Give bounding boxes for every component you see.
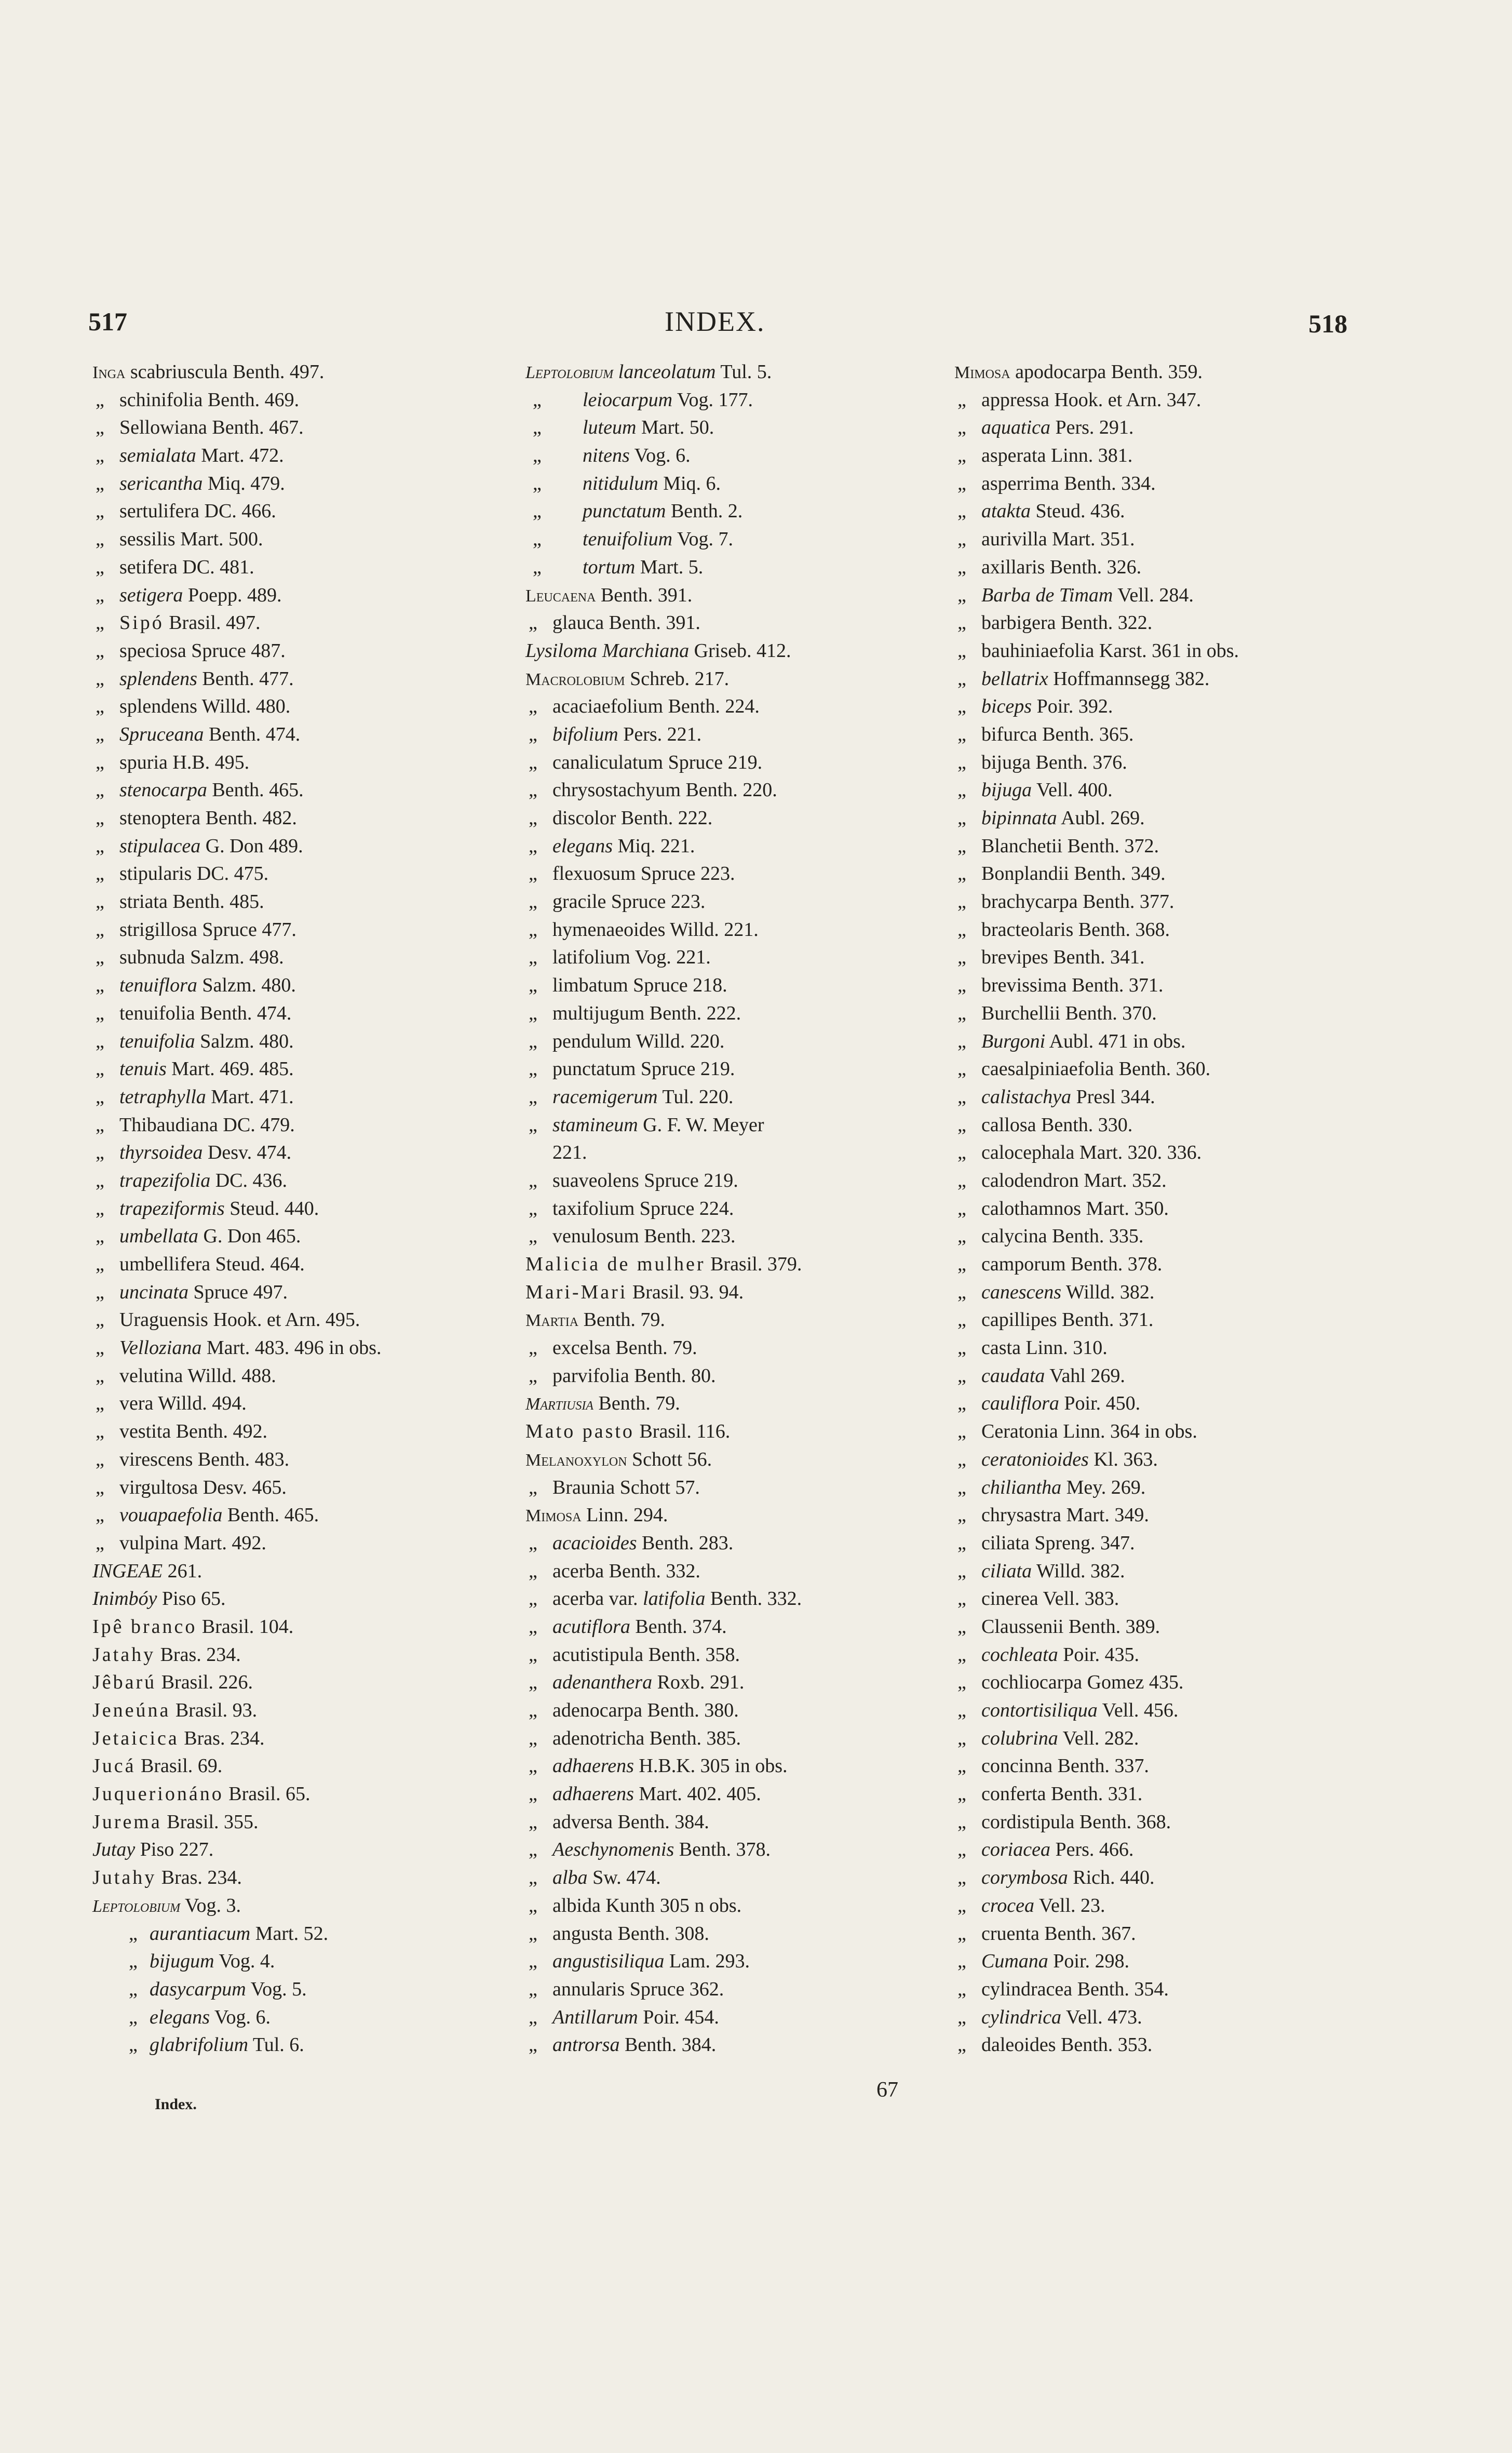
index-entry: „ venulosum Benth. 223. bbox=[529, 1225, 736, 1248]
index-entry: „ ceratonioides Kl. 363. bbox=[957, 1448, 1158, 1470]
index-entry: „ parvifolia Benth. 80. bbox=[529, 1364, 716, 1387]
index-entry: „ annularis Spruce 362. bbox=[529, 1978, 724, 2000]
index-entry: „ bijugum Vog. 4. bbox=[129, 1950, 275, 1973]
index-entry: „ umbellifera Steud. 464. bbox=[96, 1253, 305, 1275]
index-entry: „ splendens Willd. 480. bbox=[96, 695, 291, 718]
index-entry: „ vouapaefolia Benth. 465. bbox=[96, 1504, 319, 1526]
index-entry: „ nitidulum Miq. 6. bbox=[533, 472, 721, 494]
footer-page-number: 67 bbox=[876, 2078, 898, 2102]
index-entry: „ cauliflora Poir. 450. bbox=[957, 1392, 1141, 1415]
index-entry: „ virgultosa Desv. 465. bbox=[96, 1476, 287, 1498]
index-entry: „ chiliantha Mey. 269. bbox=[957, 1476, 1146, 1498]
index-entry: „ acacioides Benth. 283. bbox=[529, 1532, 734, 1554]
index-entry: „ splendens Benth. 477. bbox=[96, 667, 294, 690]
genus-label: Leucaena bbox=[525, 586, 596, 606]
index-entry: „ strigillosa Spruce 477. bbox=[96, 918, 296, 941]
index-entry: „ ciliata Willd. 382. bbox=[957, 1560, 1125, 1582]
index-entry: Leucaena Benth. 391. bbox=[525, 584, 693, 606]
index-entry: „ aurantiacum Mart. 52. bbox=[129, 1922, 329, 1945]
index-entry: „ corymbosa Rich. 440. bbox=[957, 1867, 1155, 1889]
index-entry: „ aquatica Pers. 291. bbox=[957, 417, 1134, 439]
index-entry: „ racemigerum Tul. 220. bbox=[529, 1085, 734, 1108]
genus-label: Inga bbox=[92, 363, 126, 382]
genus-label: Leptolobium bbox=[92, 1896, 181, 1916]
index-entry: „ brachycarpa Benth. 377. bbox=[957, 891, 1174, 913]
index-entry: „ chrysastra Mart. 349. bbox=[957, 1504, 1149, 1526]
index-entry: „ umbellata G. Don 465. bbox=[96, 1225, 301, 1248]
index-entry: „ vera Willd. 494. bbox=[96, 1392, 247, 1415]
index-entry: „ Thibaudiana DC. 479. bbox=[96, 1114, 295, 1136]
index-entry: „ striata Benth. 485. bbox=[96, 891, 264, 913]
index-entry: „ acutiflora Benth. 374. bbox=[529, 1615, 727, 1638]
index-entry: „ setigera Poepp. 489. bbox=[96, 584, 282, 606]
index-entry: „ setifera DC. 481. bbox=[96, 556, 254, 578]
index-entry: „ albida Kunth 305 n obs. bbox=[529, 1894, 742, 1916]
index-entry: „ acutistipula Benth. 358. bbox=[529, 1643, 740, 1666]
index-entry: „ tenuifolium Vog. 7. bbox=[533, 528, 733, 551]
index-entry: „ stenoptera Benth. 482. bbox=[96, 807, 297, 829]
index-entry: „ sessilis Mart. 500. bbox=[96, 528, 263, 551]
index-entry: Mimosa Linn. 294. bbox=[525, 1504, 668, 1526]
index-entry: „ subnuda Salzm. 498. bbox=[96, 946, 284, 969]
index-entry: „ leiocarpum Vog. 177. bbox=[533, 388, 753, 411]
index-entry: „ adenotricha Benth. 385. bbox=[529, 1727, 741, 1749]
index-entry: „ calodendron Mart. 352. bbox=[957, 1169, 1167, 1191]
footer-note: Index. bbox=[155, 2096, 197, 2113]
index-entry: „ glabrifolium Tul. 6. bbox=[129, 2034, 304, 2056]
page-number-left: 517 bbox=[88, 307, 127, 336]
index-entry: „ bijuga Benth. 376. bbox=[957, 751, 1127, 773]
index-entry: „ adhaerens Mart. 402. 405. bbox=[529, 1783, 761, 1805]
index-entry: „ adenanthera Roxb. 291. bbox=[529, 1671, 745, 1694]
index-entry: „ vulpina Mart. 492. bbox=[96, 1532, 266, 1554]
index-entry: „ daleoides Benth. 353. bbox=[957, 2034, 1153, 2056]
index-entry: „ cochliocarpa Gomez 435. bbox=[957, 1671, 1184, 1694]
index-entry: „ tortum Mart. 5. bbox=[533, 556, 704, 578]
index-entry: „ Burgoni Aubl. 471 in obs. bbox=[957, 1030, 1186, 1052]
index-entry: „ stipularis DC. 475. bbox=[96, 863, 269, 885]
index-entry: „ Aeschynomenis Benth. 378. bbox=[529, 1839, 771, 1861]
index-entry: „ calothamnos Mart. 350. bbox=[957, 1197, 1169, 1219]
index-entry: 221. bbox=[552, 1142, 587, 1164]
index-entry: „ elegans Vog. 6. bbox=[129, 2006, 271, 2028]
index-entry: „ alba Sw. 474. bbox=[529, 1867, 661, 1889]
index-entry: „ bijuga Vell. 400. bbox=[957, 779, 1113, 801]
index-entry: „ ciliata Spreng. 347. bbox=[957, 1532, 1135, 1554]
index-entry: Jeneúna Brasil. 93. bbox=[92, 1699, 258, 1721]
index-entry: Juquerionáno Brasil. 65. bbox=[92, 1783, 310, 1805]
genus-label: Melanoxylon bbox=[525, 1450, 627, 1470]
index-entry: „ adenocarpa Benth. 380. bbox=[529, 1699, 739, 1721]
index-entry: Jetaicica Bras. 234. bbox=[92, 1727, 265, 1749]
genus-label: Martia bbox=[525, 1311, 579, 1331]
genus-label: Macrolobium bbox=[525, 669, 625, 689]
index-entry: „ semialata Mart. 472. bbox=[96, 445, 284, 467]
index-entry: „ punctatum Benth. 2. bbox=[533, 500, 743, 522]
index-entry: „ excelsa Benth. 79. bbox=[529, 1337, 697, 1359]
index-entry: „ brevissima Benth. 371. bbox=[957, 974, 1164, 997]
index-entry: „ caudata Vahl 269. bbox=[957, 1364, 1125, 1387]
index-entry: „ flexuosum Spruce 223. bbox=[529, 863, 735, 885]
index-entry: „ tenuifolia Salzm. 480. bbox=[96, 1030, 294, 1052]
index-entry: „ aurivilla Mart. 351. bbox=[957, 528, 1135, 551]
index-entry: „ calocephala Mart. 320. 336. bbox=[957, 1142, 1202, 1164]
index-entry: „ hymenaeoides Willd. 221. bbox=[529, 918, 759, 941]
index-entry: Leptolobium lanceolatum Tul. 5. bbox=[525, 361, 772, 383]
index-entry: „ cochleata Poir. 435. bbox=[957, 1643, 1139, 1666]
index-entry: „ canaliculatum Spruce 219. bbox=[529, 751, 763, 773]
index-entry: „ Blanchetii Benth. 372. bbox=[957, 835, 1159, 857]
index-column-2 bbox=[525, 358, 802, 2059]
index-entry: INGEAE 261. bbox=[92, 1560, 203, 1582]
index-entry: Ipê branco Brasil. 104. bbox=[92, 1615, 294, 1638]
index-entry: „ stamineum G. F. W. Meyer bbox=[529, 1114, 764, 1136]
index-entry: „ Sipó Brasil. 497. bbox=[96, 612, 261, 634]
index-entry: „ conferta Benth. 331. bbox=[957, 1783, 1143, 1805]
index-entry: „ angusta Benth. 308. bbox=[529, 1922, 709, 1945]
index-entry: „ schinifolia Benth. 469. bbox=[96, 388, 300, 411]
index-entry: „ bellatrix Hoffmannsegg 382. bbox=[957, 667, 1210, 690]
index-entry: „ acerba var. latifolia Benth. 332. bbox=[529, 1588, 802, 1610]
index-entry: „ suaveolens Spruce 219. bbox=[529, 1169, 738, 1191]
index-entry: „ tetraphylla Mart. 471. bbox=[96, 1085, 294, 1108]
index-entry: „ antrorsa Benth. 384. bbox=[529, 2034, 717, 2056]
index-entry: „ discolor Benth. 222. bbox=[529, 807, 713, 829]
index-entry: „ concinna Benth. 337. bbox=[957, 1755, 1149, 1777]
index-entry: Inga scabriuscula Benth. 497. bbox=[92, 361, 325, 383]
index-entry: „ Barba de Timam Vell. 284. bbox=[957, 584, 1194, 606]
index-entry: „ contortisiliqua Vell. 456. bbox=[957, 1699, 1179, 1721]
index-entry: „ Uraguensis Hook. et Arn. 495. bbox=[96, 1309, 360, 1331]
index-entry: „ bifurca Benth. 365. bbox=[957, 723, 1134, 745]
index-entry: „ Bonplandii Benth. 349. bbox=[957, 863, 1166, 885]
index-entry: „ sertulifera DC. 466. bbox=[96, 500, 276, 522]
index-entry: „ speciosa Spruce 487. bbox=[96, 639, 286, 662]
index-entry: Jucá Brasil. 69. bbox=[92, 1755, 223, 1777]
index-entry: „ multijugum Benth. 222. bbox=[529, 1002, 741, 1024]
index-entry: Jutahy Bras. 234. bbox=[92, 1867, 242, 1889]
index-entry: Mari-Mari Brasil. 93. 94. bbox=[525, 1281, 744, 1303]
index-entry: „ brevipes Benth. 341. bbox=[957, 946, 1145, 969]
index-entry: „ asperata Linn. 381. bbox=[957, 445, 1133, 467]
index-entry: „ Braunia Schott 57. bbox=[529, 1476, 700, 1498]
index-entry: „ appressa Hook. et Arn. 347. bbox=[957, 388, 1202, 411]
index-entry: „ chrysostachyum Benth. 220. bbox=[529, 779, 777, 801]
index-entry: „ Ceratonia Linn. 364 in obs. bbox=[957, 1420, 1197, 1443]
index-entry: Macrolobium Schreb. 217. bbox=[525, 667, 730, 690]
index-entry: „ tenuiflora Salzm. 480. bbox=[96, 974, 296, 997]
index-entry: „ limbatum Spruce 218. bbox=[529, 974, 727, 997]
index-entry: Inimbóy Piso 65. bbox=[92, 1588, 226, 1610]
index-entry: „ stenocarpa Benth. 465. bbox=[96, 779, 304, 801]
index-entry: „ elegans Miq. 221. bbox=[529, 835, 695, 857]
index-entry: Martia Benth. 79. bbox=[525, 1309, 665, 1331]
genus-label: Martiusia bbox=[525, 1395, 593, 1414]
index-entry: „ gracile Spruce 223. bbox=[529, 891, 706, 913]
index-entry: Mimosa apodocarpa Benth. 359. bbox=[954, 361, 1203, 383]
index-entry: „ vestita Benth. 492. bbox=[96, 1420, 267, 1443]
index-entry: „ trapeziformis Steud. 440. bbox=[96, 1197, 319, 1219]
index-entry: „ glauca Benth. 391. bbox=[529, 612, 700, 634]
index-entry: „ Velloziana Mart. 483. 496 in obs. bbox=[96, 1337, 382, 1359]
index-entry: „ acaciaefolium Benth. 224. bbox=[529, 695, 760, 718]
page-title: INDEX. bbox=[665, 306, 765, 337]
index-entry: „ callosa Benth. 330. bbox=[957, 1114, 1133, 1136]
index-column-3 bbox=[954, 358, 1239, 2059]
index-entry: Jatahy Bras. 234. bbox=[92, 1643, 241, 1666]
index-entry: „ nitens Vog. 6. bbox=[533, 445, 691, 467]
index-entry: „ cordistipula Benth. 368. bbox=[957, 1811, 1171, 1833]
index-entry: „ cylindrica Vell. 473. bbox=[957, 2006, 1142, 2028]
index-entry: „ taxifolium Spruce 224. bbox=[529, 1197, 734, 1219]
index-entry: „ canescens Willd. 382. bbox=[957, 1281, 1155, 1303]
index-entry: „ tenuifolia Benth. 474. bbox=[96, 1002, 292, 1024]
index-column-1 bbox=[92, 358, 382, 2059]
index-entry: „ Cumana Poir. 298. bbox=[957, 1950, 1130, 1973]
index-entry: „ colubrina Vell. 282. bbox=[957, 1727, 1139, 1749]
index-entry: „ tenuis Mart. 469. 485. bbox=[96, 1058, 294, 1080]
index-entry: Melanoxylon Schott 56. bbox=[525, 1448, 712, 1470]
index-entry: „ Spruceana Benth. 474. bbox=[96, 723, 301, 745]
index-entry: „ Burchellii Benth. 370. bbox=[957, 1002, 1157, 1024]
genus-label: Mimosa bbox=[954, 363, 1010, 382]
index-entry: „ biceps Poir. 392. bbox=[957, 695, 1113, 718]
index-entry: „ spuria H.B. 495. bbox=[96, 751, 250, 773]
index-entry: „ luteum Mart. 50. bbox=[533, 417, 714, 439]
index-entry: „ Sellowiana Benth. 467. bbox=[96, 417, 304, 439]
index-entry: „ atakta Steud. 436. bbox=[957, 500, 1125, 522]
index-entry: Jurema Brasil. 355. bbox=[92, 1811, 259, 1833]
index-entry: „ crocea Vell. 23. bbox=[957, 1894, 1105, 1916]
index-entry: „ Antillarum Poir. 454. bbox=[529, 2006, 719, 2028]
genus-label: Leptolobium bbox=[525, 363, 614, 382]
index-entry: „ trapezifolia DC. 436. bbox=[96, 1169, 288, 1191]
index-entry: „ cruenta Benth. 367. bbox=[957, 1922, 1136, 1945]
index-entry: Jutay Piso 227. bbox=[92, 1839, 214, 1861]
index-entry: Mato pasto Brasil. 116. bbox=[525, 1420, 731, 1443]
index-entry: „ asperrima Benth. 334. bbox=[957, 472, 1156, 494]
index-entry: „ acerba Benth. 332. bbox=[529, 1560, 700, 1582]
index-entry: Martiusia Benth. 79. bbox=[525, 1392, 680, 1415]
index-entry: „ capillipes Benth. 371. bbox=[957, 1309, 1154, 1331]
index-entry: „ virescens Benth. 483. bbox=[96, 1448, 290, 1470]
index-entry: „ punctatum Spruce 219. bbox=[529, 1058, 735, 1080]
index-entry: „ adversa Benth. 384. bbox=[529, 1811, 709, 1833]
index-entry: „ calistachya Presl 344. bbox=[957, 1085, 1155, 1108]
index-entry: „ cylindracea Benth. 354. bbox=[957, 1978, 1169, 2000]
index-entry: „ barbigera Benth. 322. bbox=[957, 612, 1153, 634]
index-entry: Lysiloma Marchiana Griseb. 412. bbox=[525, 639, 791, 662]
index-entry: „ calycina Benth. 335. bbox=[957, 1225, 1144, 1248]
index-entry: „ velutina Willd. 488. bbox=[96, 1364, 276, 1387]
index-entry: „ dasycarpum Vog. 5. bbox=[129, 1978, 307, 2000]
index-entry: „ camporum Benth. 378. bbox=[957, 1253, 1163, 1275]
index-entry: „ Claussenii Benth. 389. bbox=[957, 1615, 1160, 1638]
index-entry: „ angustisiliqua Lam. 293. bbox=[529, 1950, 750, 1973]
index-entry: „ bauhiniaefolia Karst. 361 in obs. bbox=[957, 639, 1239, 662]
index-entry: Malicia de mulher Brasil. 379. bbox=[525, 1253, 802, 1275]
index-entry: „ cinerea Vell. 383. bbox=[957, 1588, 1119, 1610]
index-entry: „ adhaerens H.B.K. 305 in obs. bbox=[529, 1755, 788, 1777]
index-entry: Jêbarú Brasil. 226. bbox=[92, 1671, 253, 1694]
index-entry: „ axillaris Benth. 326. bbox=[957, 556, 1142, 578]
index-entry: „ sericantha Miq. 479. bbox=[96, 472, 285, 494]
index-entry: „ thyrsoidea Desv. 474. bbox=[96, 1142, 292, 1164]
index-entry: „ pendulum Willd. 220. bbox=[529, 1030, 725, 1052]
index-entry: „ caesalpiniaefolia Benth. 360. bbox=[957, 1058, 1211, 1080]
genus-label: Mimosa bbox=[525, 1506, 582, 1526]
index-entry: „ stipulacea G. Don 489. bbox=[96, 835, 303, 857]
index-entry: „ latifolium Vog. 221. bbox=[529, 946, 711, 969]
index-entry: „ coriacea Pers. 466. bbox=[957, 1839, 1134, 1861]
index-entry: „ bipinnata Aubl. 269. bbox=[957, 807, 1145, 829]
index-entry: „ uncinata Spruce 497. bbox=[96, 1281, 288, 1303]
index-entry: „ bracteolaris Benth. 368. bbox=[957, 918, 1170, 941]
index-entry: „ bifolium Pers. 221. bbox=[529, 723, 702, 745]
index-entry: Leptolobium Vog. 3. bbox=[92, 1894, 241, 1916]
index-entry: „ casta Linn. 310. bbox=[957, 1337, 1108, 1359]
page-number-right: 518 bbox=[1308, 309, 1347, 338]
